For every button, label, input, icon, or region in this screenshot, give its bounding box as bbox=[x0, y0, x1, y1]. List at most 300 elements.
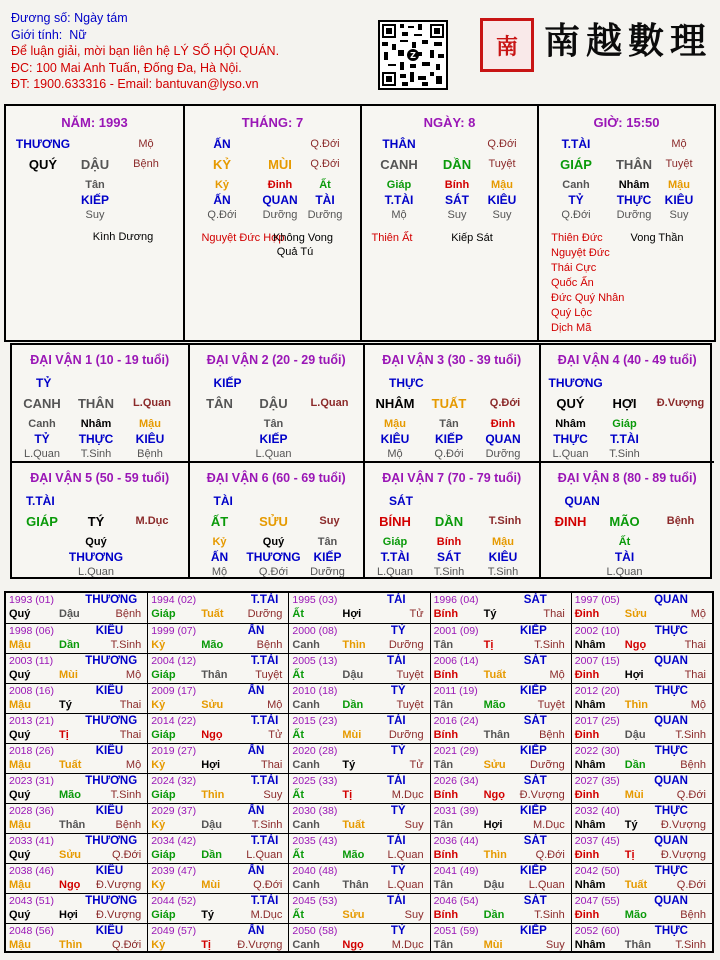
year-cell bbox=[430, 743, 571, 773]
year-stem: Mậu bbox=[9, 639, 31, 651]
year-stage: Thai bbox=[119, 729, 142, 741]
svg-text:Z: Z bbox=[410, 51, 416, 60]
dai-van-hidden-stem: Mậu bbox=[384, 418, 406, 430]
dai-van-god: THƯƠNG bbox=[548, 376, 603, 390]
year-god: T.TÀI bbox=[250, 715, 279, 727]
dai-van-branch: TÝ bbox=[87, 514, 105, 529]
dai-van-stage: Q.Đới bbox=[489, 397, 521, 409]
year-label: 2048 (56) bbox=[9, 925, 54, 937]
year-stem: Kỷ bbox=[151, 939, 166, 951]
dai-van-hidden-stem: Giáp bbox=[382, 536, 408, 548]
year-god: ẤN bbox=[247, 685, 265, 697]
year-stage: M.Dục bbox=[391, 939, 424, 951]
year-cell bbox=[288, 593, 429, 623]
year-stage: Mộ bbox=[125, 759, 142, 771]
year-stem: Mậu bbox=[9, 879, 31, 891]
year-cell bbox=[6, 653, 147, 683]
dai-van-title: ĐẠI VẬN 2 (20 - 29 tuổi) bbox=[206, 353, 346, 367]
year-label: 2019 (27) bbox=[151, 745, 197, 757]
year-stage: Mộ bbox=[125, 669, 142, 681]
year-branch: Thìn bbox=[59, 939, 83, 951]
year-stem: Nhâm bbox=[574, 759, 606, 771]
year-god: TÀI bbox=[387, 655, 406, 667]
dai-van-stem: NHÂM bbox=[375, 396, 415, 411]
year-cell bbox=[571, 863, 712, 893]
star: Quý Lộc bbox=[551, 307, 592, 319]
year-stage: Mộ bbox=[690, 608, 706, 620]
year-label: 2051 (59) bbox=[433, 925, 479, 937]
hidden-god: TÀI bbox=[315, 193, 335, 207]
year-cell bbox=[147, 923, 288, 953]
star: Không Vong bbox=[273, 232, 333, 244]
year-god: KIẾP bbox=[519, 625, 547, 637]
year-branch: Ngọ bbox=[342, 939, 364, 951]
dai-van-stem: ĐINH bbox=[554, 514, 587, 529]
pillar-cell bbox=[183, 106, 360, 340]
year-label: 2038 (46) bbox=[9, 865, 54, 877]
star: Thái Cực bbox=[551, 262, 597, 274]
year-cell bbox=[6, 623, 147, 653]
hidden-stem: Đinh bbox=[267, 179, 293, 191]
year-stem: Tân bbox=[433, 939, 454, 951]
dai-van-branch: THÂN bbox=[77, 396, 115, 411]
dai-van-cell bbox=[363, 345, 539, 461]
year-label: 1997 (05) bbox=[574, 594, 620, 606]
year-cell bbox=[571, 893, 712, 923]
year-branch: Tuất bbox=[624, 879, 648, 891]
dai-van-hidden-stage: L.Quan bbox=[255, 448, 292, 460]
year-stem: Nhâm bbox=[574, 699, 606, 711]
year-stem: Kỷ bbox=[151, 639, 166, 651]
year-label: 2012 (20) bbox=[574, 685, 620, 697]
year-label: 2014 (22) bbox=[151, 715, 197, 727]
header-phone-email[interactable]: ĐT: 1900.633316 - Email: bantuvan@lyso.vn bbox=[11, 77, 259, 92]
year-god: QUAN bbox=[654, 594, 688, 606]
year-cell bbox=[430, 593, 571, 623]
year-label: 2050 (58) bbox=[292, 925, 338, 937]
year-label: 2025 (33) bbox=[292, 775, 338, 787]
dai-van-hidden-stem: Quý bbox=[85, 536, 107, 548]
year-label: 2041 (49) bbox=[433, 865, 479, 877]
year-cell bbox=[288, 923, 429, 953]
pillar-god: T.TÀI bbox=[561, 137, 591, 151]
year-stem: Đinh bbox=[574, 849, 600, 861]
hidden-stage: Suy bbox=[492, 209, 512, 221]
year-god: KIÊU bbox=[95, 745, 124, 757]
year-stem: Kỷ bbox=[151, 879, 166, 891]
year-cell bbox=[147, 713, 288, 743]
year-stage: L.Quan bbox=[246, 849, 283, 861]
year-stem: Ất bbox=[292, 669, 304, 681]
star: Quốc Ấn bbox=[551, 277, 594, 289]
year-god: ẤN bbox=[247, 865, 265, 877]
year-label: 2049 (57) bbox=[151, 925, 197, 937]
year-god: TỶ bbox=[390, 805, 406, 817]
year-stage: Tử bbox=[268, 729, 283, 741]
year-cell bbox=[147, 803, 288, 833]
year-god: SÁT bbox=[523, 715, 547, 727]
year-stem: Canh bbox=[292, 639, 320, 651]
year-stage: T.Sinh bbox=[534, 909, 565, 921]
year-god: KIÊU bbox=[95, 865, 124, 877]
year-god: T.TÀI bbox=[250, 655, 279, 667]
year-branch: Thân bbox=[59, 819, 86, 831]
star: Nguyệt Đức bbox=[551, 247, 610, 259]
dai-van-god: TÀI bbox=[213, 494, 233, 508]
year-stage: Tử bbox=[409, 759, 424, 771]
year-stem: Đinh bbox=[574, 909, 600, 921]
dai-van-hidden-god: TÀI bbox=[614, 550, 635, 564]
year-label: 2034 (42) bbox=[151, 835, 197, 847]
year-stage: T.Sinh bbox=[534, 639, 565, 651]
year-cell bbox=[571, 773, 712, 803]
year-label: 2026 (34) bbox=[433, 775, 479, 787]
dai-van-title: ĐẠI VẬN 1 (10 - 19 tuổi) bbox=[30, 353, 170, 367]
year-cell bbox=[288, 833, 429, 863]
qr-code[interactable] bbox=[378, 20, 448, 90]
year-stage: M.Dục bbox=[533, 819, 565, 831]
year-god: TÀI bbox=[387, 895, 406, 907]
hidden-stage: Suy bbox=[85, 209, 105, 221]
year-stage: L.Quan bbox=[387, 849, 424, 861]
year-god: THỰC bbox=[654, 745, 688, 757]
year-cell bbox=[147, 833, 288, 863]
year-label: 1996 (04) bbox=[433, 594, 479, 606]
year-cell bbox=[430, 623, 571, 653]
year-branch: Dần bbox=[483, 909, 505, 921]
four-pillars-panel bbox=[4, 104, 716, 342]
dai-van-hidden-god: SÁT bbox=[437, 550, 461, 564]
year-cell bbox=[288, 773, 429, 803]
qr-code-image bbox=[380, 22, 446, 88]
dai-van-stage: Bệnh bbox=[666, 515, 695, 527]
year-stage: Tuyệt bbox=[396, 699, 424, 711]
pillar-branch-stage: Bệnh bbox=[133, 158, 159, 170]
pillar-stem: QUÝ bbox=[28, 157, 58, 172]
year-god: QUAN bbox=[654, 655, 688, 667]
year-branch: Tị bbox=[59, 729, 69, 741]
year-branch: Tý bbox=[201, 909, 215, 921]
dai-van-hidden-god: KIÊU bbox=[380, 432, 410, 446]
year-branch: Hợi bbox=[59, 909, 78, 921]
year-stage: Suy bbox=[404, 909, 424, 921]
hidden-stem: Bính bbox=[444, 179, 470, 191]
year-god: THƯƠNG bbox=[85, 715, 138, 727]
year-branch: Mão bbox=[201, 639, 224, 651]
dai-van-hidden-stage: L.Quan bbox=[23, 448, 61, 460]
hidden-stem: Mậu bbox=[491, 179, 513, 191]
hidden-stage: Q.Đới bbox=[207, 209, 237, 221]
year-stem: Ất bbox=[292, 608, 304, 620]
header-contact-note: Để luận giải, mời bạn liên hệ LÝ SỐ HỘI QUÁN. bbox=[11, 44, 280, 59]
year-stage: Mộ bbox=[690, 699, 706, 711]
pillar-stem: CANH bbox=[380, 157, 418, 172]
brand-title: 南越數理 bbox=[544, 20, 713, 62]
red-seal-logo bbox=[480, 18, 534, 72]
year-branch: Dậu bbox=[483, 879, 505, 891]
hidden-stem: Giáp bbox=[386, 179, 412, 191]
year-label: 2011 (19) bbox=[433, 685, 478, 697]
year-branch: Mão bbox=[59, 789, 81, 801]
pillar-cell bbox=[6, 106, 183, 340]
year-cell bbox=[571, 803, 712, 833]
year-stage: T.Sinh bbox=[675, 939, 706, 951]
star: Dịch Mã bbox=[551, 322, 592, 334]
year-stem: Đinh bbox=[574, 608, 600, 620]
year-stage: Thai bbox=[684, 669, 706, 681]
year-label: 2005 (13) bbox=[292, 655, 338, 667]
year-label: 2021 (29) bbox=[433, 745, 479, 757]
year-stage: L.Quan bbox=[528, 879, 565, 891]
year-stem: Canh bbox=[292, 879, 320, 891]
year-god: SÁT bbox=[523, 775, 547, 787]
year-label: 2008 (16) bbox=[9, 685, 54, 697]
pillar-stem: KỶ bbox=[212, 157, 232, 172]
year-god: THỰC bbox=[654, 805, 688, 817]
year-cell bbox=[147, 593, 288, 623]
year-god: SÁT bbox=[523, 895, 547, 907]
dai-van-title: ĐẠI VẬN 3 (30 - 39 tuổi) bbox=[382, 353, 522, 367]
dai-van-hidden-stage: T.Sinh bbox=[609, 448, 640, 460]
year-god: KIÊU bbox=[95, 685, 124, 697]
year-god: THỰC bbox=[654, 865, 688, 877]
year-stem: Tân bbox=[433, 639, 454, 651]
year-stem: Đinh bbox=[574, 729, 600, 741]
hidden-god: T.TÀI bbox=[384, 193, 414, 207]
dai-van-branch: DẬU bbox=[259, 396, 288, 411]
year-branch: Mùi bbox=[201, 879, 221, 891]
dai-van-hidden-stem: Nhâm bbox=[555, 418, 586, 430]
year-cell bbox=[430, 833, 571, 863]
year-god: SÁT bbox=[523, 655, 547, 667]
dai-van-cell bbox=[12, 345, 188, 461]
year-god: QUAN bbox=[654, 895, 688, 907]
year-stage: T.Sinh bbox=[251, 819, 283, 831]
hidden-stage: Mộ bbox=[391, 209, 407, 221]
header-address: ĐC: 100 Mai Anh Tuấn, Đống Đa, Hà Nội. bbox=[11, 60, 242, 75]
year-label: 2040 (48) bbox=[292, 865, 338, 877]
dai-van-hidden-stage: T.Sinh bbox=[80, 448, 112, 460]
year-stem: Bính bbox=[433, 849, 459, 861]
year-stage: Dưỡng bbox=[530, 759, 565, 771]
pillar-branch: DẬU bbox=[80, 157, 110, 172]
year-stem: Quý bbox=[9, 909, 31, 921]
year-stage: L.Quan bbox=[387, 879, 424, 891]
year-stem: Nhâm bbox=[574, 639, 606, 651]
year-stem: Đinh bbox=[574, 669, 600, 681]
year-branch: Tuất bbox=[59, 759, 82, 771]
year-stage: Q.Đới bbox=[111, 939, 142, 951]
year-god: TỶ bbox=[390, 745, 406, 757]
dai-van-hidden-god: THƯƠNG bbox=[68, 550, 124, 564]
year-stage: Bệnh bbox=[256, 639, 283, 651]
dai-van-stage: M.Dục bbox=[135, 515, 169, 527]
year-label: 2007 (15) bbox=[574, 655, 620, 667]
pillar-cell bbox=[537, 106, 714, 340]
year-god: QUAN bbox=[654, 775, 688, 787]
year-stem: Ất bbox=[292, 909, 304, 921]
year-god: THƯƠNG bbox=[85, 835, 138, 847]
year-stem: Ất bbox=[292, 729, 304, 741]
year-god: ẤN bbox=[247, 625, 265, 637]
year-stage: T.Sinh bbox=[110, 789, 142, 801]
year-cell bbox=[6, 803, 147, 833]
year-god: ẤN bbox=[247, 745, 265, 757]
year-stem: Bính bbox=[433, 789, 459, 801]
hidden-stem: Mậu bbox=[668, 179, 690, 191]
yearly-table bbox=[4, 591, 714, 953]
year-cell bbox=[6, 773, 147, 803]
hidden-stage: Dưỡng bbox=[616, 209, 652, 221]
year-stage: Suy bbox=[263, 789, 283, 801]
year-stem: Quý bbox=[9, 789, 31, 801]
year-branch: Dần bbox=[342, 699, 364, 711]
year-stage: Đ.Vượng bbox=[519, 789, 565, 801]
pillar-branch-stage: Tuyệt bbox=[488, 158, 516, 170]
star: Quả Tú bbox=[276, 246, 314, 258]
year-cell bbox=[6, 593, 147, 623]
dai-van-hidden-stem: Bính bbox=[436, 536, 462, 548]
hidden-stage: Q.Đới bbox=[561, 209, 591, 221]
year-branch: Mùi bbox=[59, 669, 78, 681]
year-god: THƯƠNG bbox=[85, 775, 138, 787]
dai-van-hidden-god: T.TÀI bbox=[610, 432, 639, 446]
dai-van-stem: QUÝ bbox=[556, 396, 585, 411]
year-god: TÀI bbox=[387, 594, 406, 606]
year-stage: M.Dục bbox=[250, 909, 283, 921]
dai-van-cell bbox=[363, 461, 539, 577]
year-cell bbox=[288, 653, 429, 683]
year-stem: Bính bbox=[433, 729, 459, 741]
year-cell bbox=[288, 623, 429, 653]
year-label: 2010 (18) bbox=[292, 685, 338, 697]
dai-van-hidden-god: KIẾP bbox=[313, 550, 342, 564]
year-branch: Thân bbox=[483, 729, 510, 741]
dai-van-hidden-god: QUAN bbox=[485, 432, 521, 446]
year-stem: Mậu bbox=[9, 759, 31, 771]
year-stem: Kỷ bbox=[151, 759, 166, 771]
year-label: 1993 (01) bbox=[9, 594, 54, 606]
dai-van-hidden-stage: Q.Đới bbox=[258, 566, 289, 577]
dai-van-hidden-stem: Đinh bbox=[490, 418, 516, 430]
pillar-branch: THÂN bbox=[615, 157, 653, 172]
year-stem: Tân bbox=[433, 759, 454, 771]
year-label: 2004 (12) bbox=[151, 655, 197, 667]
pillar-title: NGÀY: 8 bbox=[423, 115, 476, 130]
year-god: KIÊU bbox=[95, 925, 124, 937]
hidden-stage: Suy bbox=[447, 209, 467, 221]
year-stage: Bệnh bbox=[115, 819, 142, 831]
year-branch: Ngọ bbox=[624, 639, 647, 651]
year-branch: Mão bbox=[624, 909, 647, 921]
year-god: QUAN bbox=[654, 715, 688, 727]
year-label: 2035 (43) bbox=[292, 835, 338, 847]
year-god: KIẾP bbox=[519, 685, 547, 697]
year-stem: Đinh bbox=[574, 789, 600, 801]
dai-van-hidden-god: KIẾP bbox=[434, 432, 464, 446]
year-label: 2029 (37) bbox=[151, 805, 197, 817]
year-stem: Ất bbox=[292, 849, 304, 861]
year-branch: Mùi bbox=[342, 729, 362, 741]
hidden-stage: Suy bbox=[669, 209, 689, 221]
year-cell bbox=[288, 863, 429, 893]
year-branch: Tý bbox=[59, 699, 72, 711]
year-cell bbox=[147, 893, 288, 923]
year-stage: Q.Đới bbox=[111, 849, 142, 861]
dai-van-hidden-stem: Kỷ bbox=[212, 536, 227, 548]
year-label: 2000 (08) bbox=[292, 625, 338, 637]
hidden-stem: Tân bbox=[85, 179, 105, 191]
hidden-stem: Nhâm bbox=[618, 179, 650, 191]
dai-van-hidden-stem: Mậu bbox=[139, 418, 161, 430]
year-cell bbox=[571, 923, 712, 953]
dai-van-branch: TUẤT bbox=[431, 396, 467, 411]
year-label: 2052 (60) bbox=[574, 925, 620, 937]
pillar-stage: Mộ bbox=[138, 138, 154, 150]
dai-van-hidden-stem: Ất bbox=[618, 536, 631, 548]
hidden-stage: Dưỡng bbox=[307, 209, 343, 221]
year-god: KIẾP bbox=[519, 805, 547, 817]
year-stem: Nhâm bbox=[574, 879, 606, 891]
year-branch: Sửu bbox=[59, 849, 82, 861]
year-god: T.TÀI bbox=[250, 775, 279, 787]
year-stage: Suy bbox=[404, 819, 424, 831]
pillar-stem: GIÁP bbox=[560, 157, 592, 172]
year-god: KIÊU bbox=[95, 625, 124, 637]
dai-van-hidden-stage: L.Quan bbox=[552, 448, 589, 460]
year-god: THỰC bbox=[654, 925, 688, 937]
year-label: 2015 (23) bbox=[292, 715, 338, 727]
year-stage: M.Dục bbox=[391, 789, 424, 801]
year-branch: Thìn bbox=[624, 699, 649, 711]
year-branch: Thìn bbox=[201, 789, 225, 801]
year-cell bbox=[430, 713, 571, 743]
year-stem: Canh bbox=[292, 699, 320, 711]
year-stage: Tuyệt bbox=[537, 699, 565, 711]
dai-van-panel bbox=[10, 343, 712, 579]
year-god: QUAN bbox=[654, 835, 688, 847]
header-gender bbox=[11, 27, 279, 44]
year-label: 2028 (36) bbox=[9, 805, 54, 817]
hidden-god: KIÊU bbox=[487, 193, 517, 207]
year-label: 1994 (02) bbox=[151, 594, 197, 606]
year-branch: Dần bbox=[624, 759, 646, 771]
year-stem: Mậu bbox=[9, 699, 31, 711]
year-branch: Ngọ bbox=[201, 729, 223, 741]
star: Vong Thần bbox=[630, 232, 684, 244]
pillar-title: THÁNG: 7 bbox=[241, 115, 304, 130]
dai-van-hidden-stage: Mộ bbox=[211, 566, 228, 577]
year-branch: Tý bbox=[483, 608, 497, 620]
dai-van-hidden-stage: Mộ bbox=[387, 448, 403, 460]
dai-van-stem: BÍNH bbox=[379, 514, 411, 529]
year-stem: Bính bbox=[433, 669, 459, 681]
year-stage: Tuyệt bbox=[396, 669, 424, 681]
dai-van-god: SÁT bbox=[389, 494, 413, 508]
year-stem: Giáp bbox=[151, 909, 176, 921]
year-stem: Canh bbox=[292, 759, 320, 771]
year-god: THỰC bbox=[654, 625, 688, 637]
dai-van-title: ĐẠI VẬN 8 (80 - 89 tuổi) bbox=[557, 471, 697, 485]
dai-van-stem: TÂN bbox=[206, 396, 233, 411]
year-cell bbox=[6, 833, 147, 863]
year-cell bbox=[430, 683, 571, 713]
year-branch: Dậu bbox=[624, 729, 646, 741]
dai-van-hidden-stem: Quý bbox=[262, 536, 285, 548]
hidden-god: KIÊU bbox=[664, 193, 694, 207]
dai-van-stem: GIÁP bbox=[26, 514, 58, 529]
year-stem: Quý bbox=[9, 849, 31, 861]
